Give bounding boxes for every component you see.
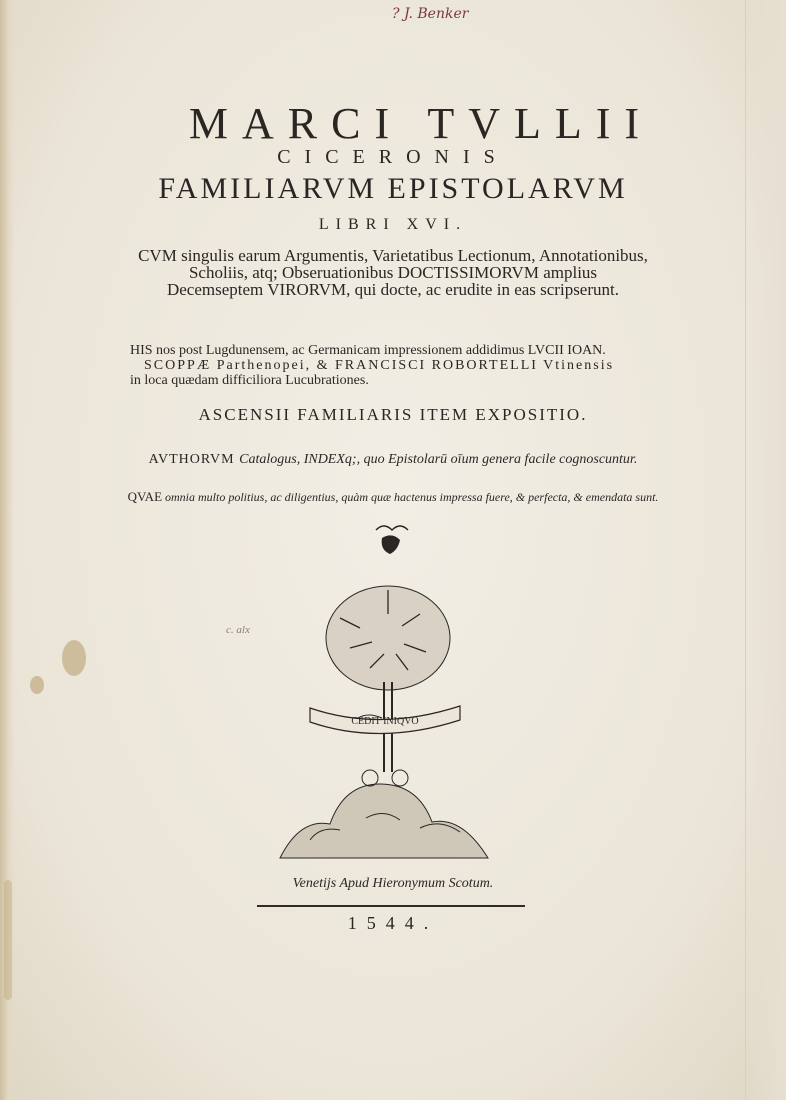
quae-lead: QVAE: [127, 489, 163, 504]
publication-year: 1544.: [347, 913, 439, 933]
imprint-rule: [257, 905, 525, 907]
description-line: Scholiis, atq; Obseruationibus DOCTISSIMORVM amplius: [188, 263, 598, 282]
fleuron-ornament: [362, 520, 422, 560]
paper-stain: [4, 880, 12, 1000]
additions-line: HIS nos post Lugdunensem, ac Germanicam impressionem addidimus LVCII IOAN.: [130, 343, 606, 358]
imprint-venice: Venetijs Apud Hieronymum Scotum.: [292, 876, 494, 891]
ascensii-exposition: ASCENSII FAMILIARIS ITEM EXPOSITIO.: [198, 405, 588, 424]
quae-rest: omnia multo politius, ac diligentius, quàm quæ hactenus impressa fuere, & perfecta, & emendata sunt.: [165, 490, 659, 504]
title-work: FAMILIARVM EPISTOLARVM: [158, 172, 628, 205]
description-line: Decemseptem VIRORVM, qui docte, ac erudite in eas scripserunt.: [166, 280, 619, 299]
quae-statement: [0, 489, 786, 505]
authors-rest: Catalogus, INDEXq;, quo Epistolarū oīum genera facile cognoscuntur.: [239, 452, 638, 467]
margin-note: c. alx: [226, 624, 250, 636]
title-author: MARCI TVLLII: [188, 99, 654, 148]
title-books: LIBRI XVI.: [318, 216, 468, 233]
additions-line: in loca quædam difficiliora Lucubrationes.: [130, 373, 369, 388]
description-line: CVM singulis earum Argumentis, Varietatibus Lectionum, Annotationibus,: [138, 246, 648, 265]
additions-paragraph: [130, 343, 690, 388]
printers-device-tree: [270, 578, 500, 870]
description-paragraph: [0, 247, 786, 298]
additions-line: SCOPPÆ Parthenopei, & FRANCISCI ROBORTELLI Vtinensis: [144, 358, 615, 373]
banner-text: CEDIT INIQVO: [351, 716, 419, 727]
handwritten-note: ? J. Benker: [392, 6, 469, 22]
title-cognomen: CICERONIS: [277, 146, 509, 168]
authors-lead: AVTHORVM: [148, 452, 235, 467]
paper-stain: [62, 640, 86, 676]
authors-catalogue: [0, 452, 786, 468]
paper-stain: [30, 676, 44, 694]
